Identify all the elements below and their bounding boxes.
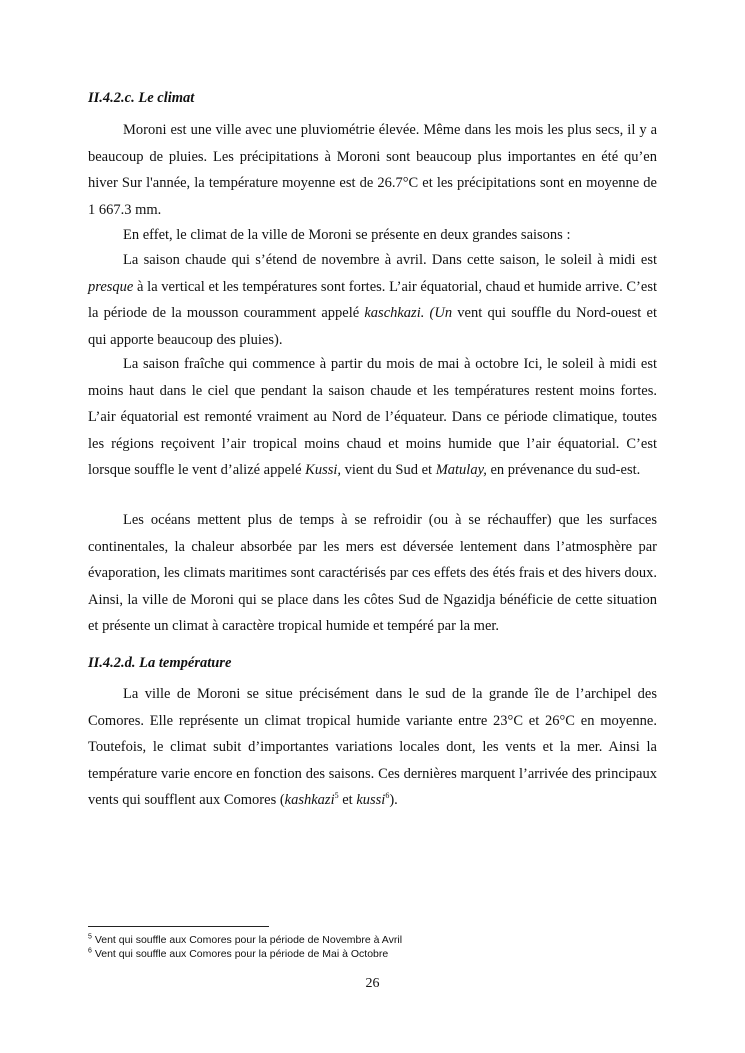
text-run-italic: kussi xyxy=(356,792,386,808)
text-run-italic: kaschkazi. (Un xyxy=(364,305,453,321)
text-run: La saison fraîche qui commence à partir du mois de mai à octobre Ici, le soleil à midi est moins haut dans le ciel que pendant la saison chaude et les températures restent moins fortes. L’air équatorial est remonté vraiment au Nord de l’équateur. Dans ce période climatique, toutes les régions reçoivent l’air tropical moins chaud et moins humide que l’air équatorial. C’est lorsque souffle le vent d’alizé appelé xyxy=(88,356,657,478)
paragraph-saison-chaude xyxy=(88,247,657,353)
paragraph-oceans: Les océans mettent plus de temps à se refroidir (ou à se réchauffer) que les surfaces continentales, la chaleur absorbée par les mers est déversée lentement dans l’atmosphère par évaporation, les climats maritimes sont caractérisés par ces effets des étés frais et des hivers doux. Ainsi, la ville de Moroni qui se place dans les côtes Sud de Ngazidja bénéficie de cette situation et présente un climat à caractère tropical humide et tempéré par la mer. xyxy=(88,512,657,634)
text-run: et xyxy=(338,792,357,808)
footnote-ref[interactable]: 6 xyxy=(385,791,390,801)
text-run: vent qui souffle du Nord-ouest et qui apporte beaucoup des pluies). xyxy=(88,305,657,348)
text-run-italic: Kussi, xyxy=(305,462,342,478)
footnote-mark: 6 xyxy=(88,947,92,955)
footnote-6 xyxy=(88,948,388,961)
footnote-text: Vent qui souffle aux Comores pour la période de Novembre à Avril xyxy=(91,934,403,946)
paragraph-climat-intro: Moroni est une ville avec une pluviométrie élevée. Même dans les mois les plus secs, il y a beaucoup de pluies. Les précipitations à Moroni sont beaucoup plus importantes en été qu’en hiver Sur l'année, la température moyenne est de 26.7°C et les précipitations sont en moyenne de 1 667.3 mm. xyxy=(88,122,657,218)
footnote-text: Vent qui souffle aux Comores pour la période de Mai à Octobre xyxy=(91,948,389,960)
text-run: ). xyxy=(389,792,398,808)
page-number: 26 xyxy=(365,976,380,991)
paragraph-deux-saisons: En effet, le climat de la ville de Moroni se présente en deux grandes saisons : xyxy=(123,227,571,243)
footnote-separator xyxy=(88,926,269,927)
text-run: La ville de Moroni se situe précisément dans le sud de la grande île de l’archipel des Comores. Elle représente un climat tropical humide variante entre 23°C et 26°C en moyenne. Toutefois, le climat subit d’importantes variations locales dont, les vents et la mer. Ainsi la température varie encore en fonction des saisons. Ces dernières marquent l’arrivée des principaux vents qui soufflent aux Comores ( xyxy=(88,686,657,808)
paragraph-temperature xyxy=(88,681,657,814)
text-run-italic: kashkazi xyxy=(284,792,335,808)
text-run: vient du Sud et xyxy=(341,462,436,478)
footnote-ref[interactable]: 5 xyxy=(334,791,339,801)
paragraph-saison-fraiche xyxy=(88,351,657,484)
text-run: en prévenance du sud-est. xyxy=(486,462,641,478)
footnote-mark: 5 xyxy=(88,933,92,941)
section-heading-temperature: II.4.2.d. La température xyxy=(88,655,232,671)
text-run: à la vertical et les températures sont fortes. L’air équatorial, chaud et humide arrive. C’est la période de la mousson couramment appelé xyxy=(88,278,657,321)
text-run-italic: Matulay, xyxy=(435,462,487,478)
footnote-5 xyxy=(88,934,402,947)
text-run: La saison chaude qui s’étend de novembre à avril. Dans cette saison, le soleil à midi est xyxy=(123,252,657,268)
section-heading-climat: II.4.2.c. Le climat xyxy=(88,90,195,106)
text-run-italic: presque xyxy=(88,278,134,295)
